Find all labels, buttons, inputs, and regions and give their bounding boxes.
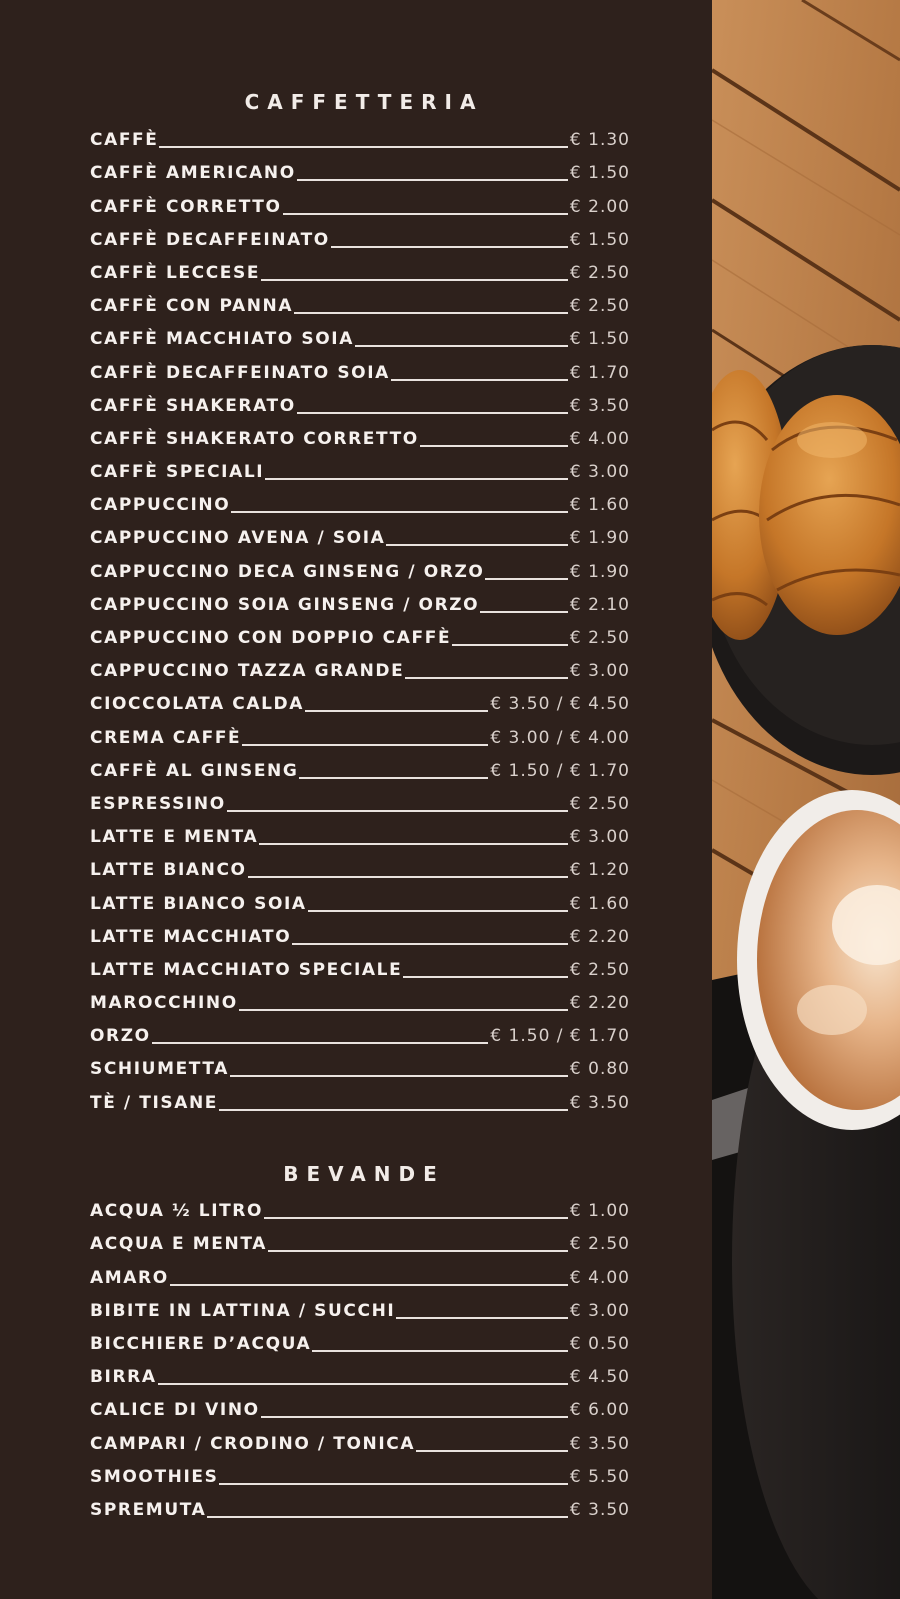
item-name: CIOCCOLATA CALDA bbox=[90, 694, 305, 715]
item-price: € 1.50 / € 1.70 bbox=[490, 1026, 630, 1047]
item-name: CAMPARI / CRODINO / TONICA bbox=[90, 1433, 416, 1454]
menu-item-cappuccino-tazza-grande bbox=[90, 654, 630, 687]
menu-item-caffe-decaffeinato bbox=[90, 223, 630, 256]
menu-item-te-tisane bbox=[90, 1085, 630, 1118]
menu-item-latte-macchiato bbox=[90, 920, 630, 953]
leader-line bbox=[265, 478, 568, 480]
item-name: LATTE BIANCO bbox=[90, 860, 247, 881]
item-price: € 2.00 bbox=[569, 196, 630, 217]
menu-item-schiumetta bbox=[90, 1052, 630, 1085]
item-price: € 4.00 bbox=[569, 428, 630, 449]
menu-item-spremuta bbox=[90, 1493, 630, 1526]
item-price: € 2.50 bbox=[569, 628, 630, 648]
croissant-and-cappuccino-photo bbox=[712, 0, 900, 1599]
item-price: € 1.90 bbox=[569, 528, 630, 549]
item-price: € 3.00 bbox=[569, 462, 630, 483]
leader-line bbox=[231, 511, 568, 513]
leader-line bbox=[297, 412, 568, 414]
item-name: ACQUA E MENTA bbox=[90, 1234, 267, 1255]
menu-item-cappuccino-avena-soia bbox=[90, 521, 630, 554]
menu-item-cappuccino-soia-ginseng-orzo bbox=[90, 588, 630, 621]
leader-line bbox=[405, 677, 568, 679]
menu-item-orzo bbox=[90, 1019, 630, 1052]
item-name: MAROCCHINO bbox=[90, 993, 238, 1014]
section-title-bevande: BEVANDE bbox=[283, 1162, 445, 1186]
item-price: € 3.00 bbox=[569, 661, 630, 682]
item-price: € 1.70 bbox=[569, 362, 630, 383]
item-price: € 5.50 bbox=[569, 1466, 630, 1487]
menu-item-campari-crodino-tonica bbox=[90, 1426, 630, 1459]
item-name: CAFFÈ LECCESE bbox=[90, 262, 261, 283]
item-name: CAFFÈ DECAFFEINATO bbox=[90, 229, 330, 250]
menu-item-latte-bianco-soia bbox=[90, 886, 630, 919]
item-name: CALICE DI VINO bbox=[90, 1400, 260, 1421]
item-name: CAFFÈ AMERICANO bbox=[90, 163, 296, 184]
leader-line bbox=[292, 943, 568, 945]
item-name: ACQUA ½ LITRO bbox=[90, 1201, 264, 1222]
item-price: € 3.50 bbox=[569, 1499, 630, 1520]
item-name: ESPRESSINO bbox=[90, 793, 226, 814]
item-price: € 2.20 bbox=[569, 993, 630, 1014]
item-price: € 4.50 bbox=[569, 1367, 630, 1388]
leader-line bbox=[294, 312, 568, 314]
item-name: LATTE BIANCO SOIA bbox=[90, 893, 307, 914]
item-price: € 3.50 bbox=[569, 1092, 630, 1113]
leader-line bbox=[416, 1450, 568, 1452]
leader-line bbox=[452, 644, 568, 646]
item-name: CAFFÈ DECAFFEINATO SOIA bbox=[90, 362, 390, 383]
item-price: € 2.50 bbox=[569, 793, 630, 814]
item-name: CREMA CAFFÈ bbox=[90, 727, 242, 748]
leader-line bbox=[227, 810, 568, 812]
item-name: CAFFÈ SPECIALI bbox=[90, 462, 265, 483]
leader-line bbox=[391, 379, 568, 381]
item-price: € 2.50 bbox=[569, 1234, 630, 1255]
menu-item-caffe-speciali bbox=[90, 455, 630, 488]
leader-line bbox=[305, 710, 488, 712]
menu-item-marocchino bbox=[90, 986, 630, 1019]
leader-line bbox=[219, 1109, 568, 1111]
item-name: LATTE MACCHIATO SPECIALE bbox=[90, 959, 403, 980]
section-title-caffetteria: CAFFETTERIA bbox=[244, 90, 484, 114]
menu-item-acqua-litro bbox=[90, 1194, 630, 1227]
leader-line bbox=[480, 611, 568, 613]
item-name: CAPPUCCINO CON DOPPIO CAFFÈ bbox=[90, 628, 452, 648]
item-price: € 4.00 bbox=[569, 1267, 630, 1288]
item-name: CAFFÈ SHAKERATO CORRETTO bbox=[90, 428, 419, 449]
item-price: € 3.00 / € 4.00 bbox=[490, 727, 630, 748]
menu-item-birra bbox=[90, 1360, 630, 1393]
item-price: € 1.50 / € 1.70 bbox=[490, 760, 630, 781]
leader-line bbox=[268, 1250, 568, 1252]
leader-line bbox=[396, 1317, 568, 1319]
menu-item-cappuccino-deca-ginseng-orzo bbox=[90, 554, 630, 587]
menu-item-caffe-americano bbox=[90, 156, 630, 189]
leader-line bbox=[261, 1416, 568, 1418]
leader-line bbox=[403, 976, 568, 978]
caffetteria-item-list bbox=[90, 123, 630, 1119]
leader-line bbox=[259, 843, 568, 845]
item-price: € 2.20 bbox=[569, 926, 630, 947]
leader-line bbox=[312, 1350, 568, 1352]
item-name: AMARO bbox=[90, 1267, 169, 1288]
item-name: CAPPUCCINO bbox=[90, 495, 231, 516]
item-name: LATTE E MENTA bbox=[90, 827, 259, 848]
item-name: BIRRA bbox=[90, 1367, 157, 1388]
item-name: CAFFÈ MACCHIATO SOIA bbox=[90, 329, 354, 350]
leader-line bbox=[170, 1284, 568, 1286]
leader-line bbox=[248, 876, 568, 878]
leader-line bbox=[283, 213, 568, 215]
item-price: € 1.50 bbox=[569, 329, 630, 350]
menu-item-caffe-macchiato-soia bbox=[90, 322, 630, 355]
menu-item-amaro bbox=[90, 1260, 630, 1293]
menu-item-bibite-in-lattina-succhi bbox=[90, 1294, 630, 1327]
item-price: € 0.50 bbox=[569, 1333, 630, 1354]
item-price: € 2.10 bbox=[569, 594, 630, 615]
menu-item-espressino bbox=[90, 787, 630, 820]
leader-line bbox=[261, 279, 568, 281]
menu-item-crema-caffe bbox=[90, 720, 630, 753]
menu-item-cioccolata-calda bbox=[90, 687, 630, 720]
leader-line bbox=[297, 179, 568, 181]
leader-line bbox=[230, 1075, 568, 1077]
leader-line bbox=[355, 345, 568, 347]
menu-item-caffe-corretto bbox=[90, 189, 630, 222]
item-name: CAFFÈ CON PANNA bbox=[90, 296, 294, 317]
menu-item-acqua-e-menta bbox=[90, 1227, 630, 1260]
item-price: € 1.90 bbox=[569, 561, 630, 582]
item-name: SPREMUTA bbox=[90, 1499, 207, 1520]
item-price: € 1.30 bbox=[569, 130, 630, 151]
item-price: € 1.20 bbox=[569, 860, 630, 881]
menu-item-latte-macchiato-speciale bbox=[90, 953, 630, 986]
menu-item-cappuccino bbox=[90, 488, 630, 521]
item-price: € 1.50 bbox=[569, 229, 630, 250]
item-price: € 3.50 bbox=[569, 395, 630, 416]
item-price: € 3.50 / € 4.50 bbox=[490, 694, 630, 715]
menu-item-latte-e-menta bbox=[90, 820, 630, 853]
leader-line bbox=[239, 1009, 568, 1011]
item-name: CAFFÈ SHAKERATO bbox=[90, 395, 296, 416]
leader-line bbox=[308, 910, 568, 912]
leader-line bbox=[299, 777, 488, 779]
menu-item-caffe-al-ginseng bbox=[90, 754, 630, 787]
leader-line bbox=[264, 1217, 568, 1219]
item-price: € 2.50 bbox=[569, 296, 630, 317]
leader-line bbox=[159, 146, 567, 148]
menu-item-caffe-shakerato bbox=[90, 389, 630, 422]
item-price: € 3.00 bbox=[569, 1300, 630, 1321]
leader-line bbox=[331, 246, 568, 248]
menu-item-bicchiere-d-acqua bbox=[90, 1327, 630, 1360]
item-price: € 0.80 bbox=[569, 1059, 630, 1080]
item-name: CAFFÈ AL GINSENG bbox=[90, 760, 299, 781]
leader-line bbox=[420, 445, 568, 447]
item-price: € 1.60 bbox=[569, 893, 630, 914]
menu-item-caffe-shakerato-corretto bbox=[90, 422, 630, 455]
item-price: € 1.00 bbox=[569, 1201, 630, 1222]
menu-item-cappuccino-con-doppio-caffe bbox=[90, 621, 630, 654]
item-name: CAFFÈ CORRETTO bbox=[90, 196, 282, 217]
item-price: € 3.00 bbox=[569, 827, 630, 848]
menu-item-caffe bbox=[90, 123, 630, 156]
item-name: CAPPUCCINO SOIA GINSENG / ORZO bbox=[90, 594, 480, 615]
item-price: € 1.50 bbox=[569, 163, 630, 184]
leader-line bbox=[485, 578, 568, 580]
item-name: SCHIUMETTA bbox=[90, 1059, 230, 1080]
item-name: BIBITE IN LATTINA / SUCCHI bbox=[90, 1300, 396, 1321]
leader-line bbox=[158, 1383, 568, 1385]
menu-item-caffe-leccese bbox=[90, 256, 630, 289]
item-name: CAPPUCCINO TAZZA GRANDE bbox=[90, 661, 405, 682]
item-name: SMOOTHIES bbox=[90, 1466, 219, 1487]
photo-illustration bbox=[712, 0, 900, 1599]
menu-item-caffe-con-panna bbox=[90, 289, 630, 322]
item-price: € 3.50 bbox=[569, 1433, 630, 1454]
item-name: LATTE MACCHIATO bbox=[90, 926, 292, 947]
leader-line bbox=[152, 1042, 489, 1044]
menu-item-calice-di-vino bbox=[90, 1393, 630, 1426]
leader-line bbox=[207, 1516, 568, 1518]
leader-line bbox=[219, 1483, 567, 1485]
item-name: BICCHIERE D’ACQUA bbox=[90, 1333, 312, 1354]
item-price: € 2.50 bbox=[569, 262, 630, 283]
leader-line bbox=[242, 744, 488, 746]
leader-line bbox=[386, 544, 568, 546]
item-price: € 1.60 bbox=[569, 495, 630, 516]
item-name: CAPPUCCINO DECA GINSENG / ORZO bbox=[90, 561, 485, 582]
item-price: € 2.50 bbox=[569, 959, 630, 980]
item-name: TÈ / TISANE bbox=[90, 1092, 219, 1113]
bevande-item-list bbox=[90, 1194, 630, 1526]
item-name: CAPPUCCINO AVENA / SOIA bbox=[90, 528, 386, 549]
menu-item-latte-bianco bbox=[90, 853, 630, 886]
item-name: CAFFÈ bbox=[90, 130, 159, 151]
item-name: ORZO bbox=[90, 1026, 151, 1047]
menu-item-smoothies bbox=[90, 1460, 630, 1493]
item-price: € 6.00 bbox=[569, 1400, 630, 1421]
menu-item-caffe-decaffeinato-soia bbox=[90, 355, 630, 388]
